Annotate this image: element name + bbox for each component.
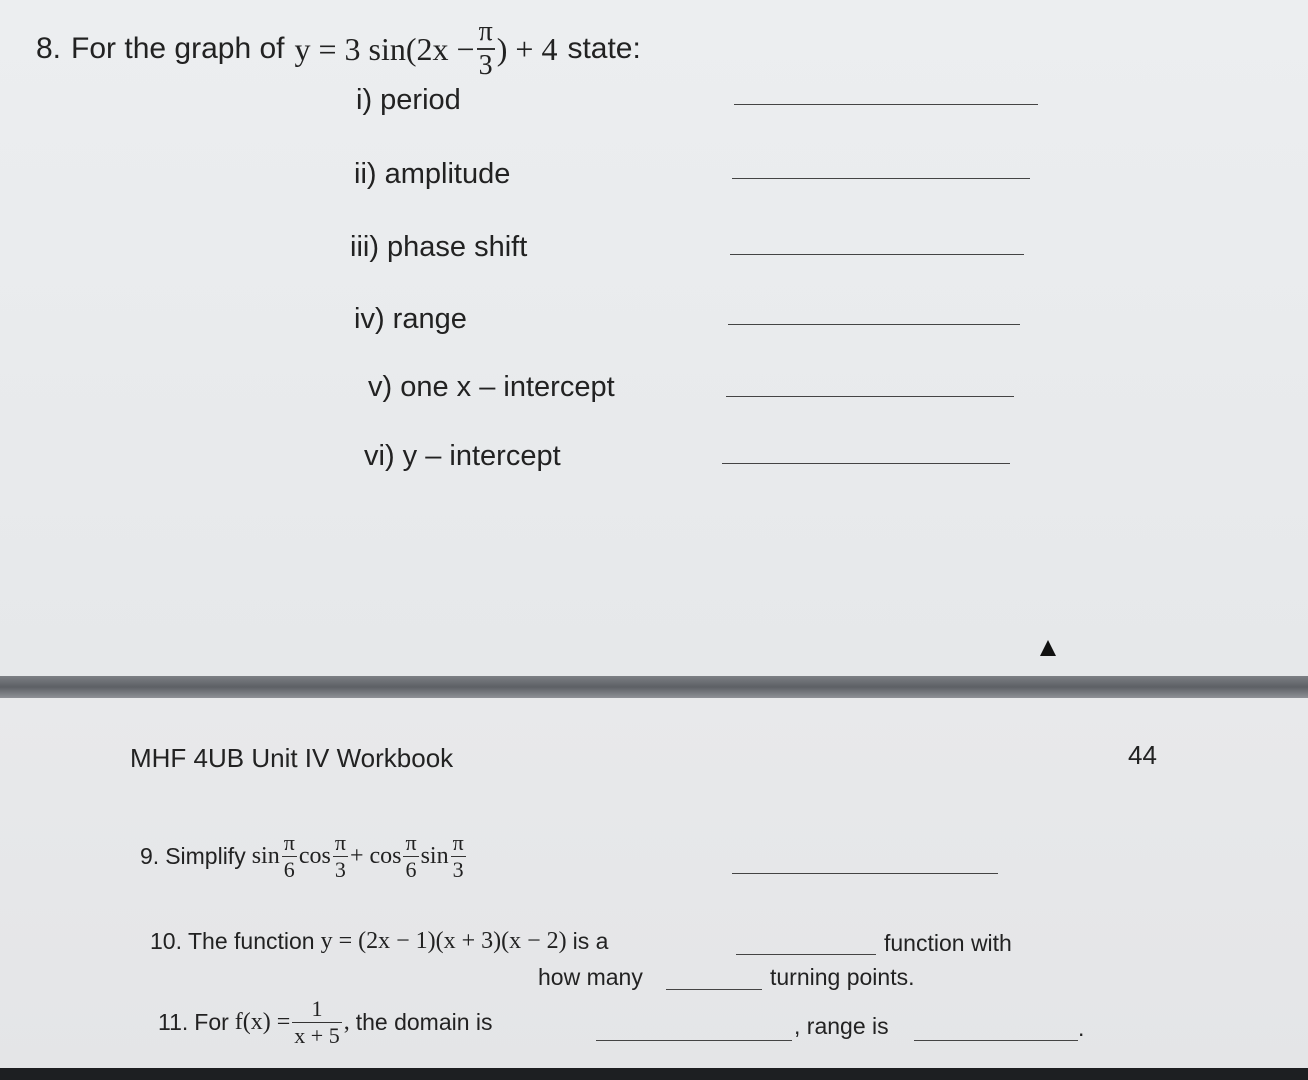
question-8-equation [295, 18, 558, 80]
fraction-denominator: 3 [334, 857, 346, 882]
question-10-after-text: function with [884, 930, 1012, 956]
page-number: 44 [1128, 740, 1157, 770]
pi-over-3-fraction-2 [451, 832, 466, 881]
comma: , [343, 1009, 350, 1035]
item-phase-shift: iii) phase shift [350, 231, 528, 263]
question-11-prefix: For [194, 1009, 229, 1035]
pi-over-6-fraction-2 [403, 832, 418, 881]
pi-over-3-fraction [333, 832, 348, 881]
fraction-denominator: 6 [405, 857, 417, 882]
one-over-x-plus-5-fraction [292, 998, 341, 1047]
page-divider [0, 676, 1308, 698]
answer-blank-q10-type[interactable] [736, 954, 876, 955]
question-9-expression [252, 832, 468, 881]
pi-over-3-fraction [477, 18, 495, 80]
question-10-equation: y = (2x − 1)(x + 3)(x − 2) [320, 928, 567, 954]
answer-blank-amplitude[interactable] [732, 178, 1030, 179]
question-10-how-many: how many [538, 964, 643, 990]
answer-blank-q11-range[interactable] [914, 1040, 1078, 1041]
question-10-after [884, 930, 1012, 957]
term-cos-2: + cos [349, 843, 402, 869]
question-11-function [235, 998, 350, 1047]
answer-blank-phase-shift[interactable] [730, 254, 1024, 255]
answer-blank-range[interactable] [728, 324, 1020, 325]
pi-over-6-fraction [282, 832, 297, 881]
question-11 [158, 998, 493, 1047]
term-sin-2: sin [420, 843, 449, 869]
question-10-line-1 [150, 928, 608, 955]
question-8-number: 8. [36, 32, 62, 65]
fraction-denominator: x + 5 [294, 1023, 340, 1048]
fraction-denominator: 6 [283, 857, 295, 882]
equation-right: ) + 4 [496, 30, 558, 67]
fraction-denominator: 3 [478, 50, 493, 81]
question-10-middle: is a [572, 928, 609, 954]
question-10-turning-points-text: turning points. [770, 964, 915, 990]
mouse-pointer-icon [1040, 640, 1056, 656]
item-range: iv) range [354, 303, 467, 335]
question-11-end [1078, 1015, 1084, 1042]
item-amplitude: ii) amplitude [354, 158, 511, 190]
item-period: i) period [356, 84, 461, 116]
question-10-number: 10. [150, 928, 182, 954]
question-11-range-text: , range is [794, 1013, 889, 1039]
fraction-numerator: π [283, 830, 295, 855]
fraction-numerator: 1 [311, 996, 323, 1021]
answer-blank-q11-domain[interactable] [596, 1040, 792, 1041]
question-9-number: 9. [140, 843, 160, 869]
answer-blank-q10-turning-points[interactable] [666, 989, 762, 990]
fraction-numerator: π [405, 830, 417, 855]
answer-blank-y-intercept[interactable] [722, 463, 1010, 464]
question-9 [140, 832, 468, 881]
item-y-intercept: vi) y – intercept [364, 440, 561, 472]
question-11-period: . [1078, 1015, 1085, 1041]
question-8-suffix: state: [567, 32, 641, 65]
fraction-numerator: π [334, 830, 346, 855]
question-10-line-2-suffix [770, 964, 914, 991]
question-11-number: 11. [158, 1009, 189, 1035]
screen-bottom-edge [0, 1068, 1308, 1080]
question-10-line-2 [538, 964, 643, 991]
question-8-prefix: For the graph of [71, 32, 285, 65]
answer-blank-q9[interactable] [732, 873, 998, 874]
question-10-prefix: The function [187, 928, 315, 954]
answer-blank-x-intercept[interactable] [726, 396, 1014, 397]
fraction-denominator: 3 [452, 857, 464, 882]
answer-blank-period[interactable] [734, 104, 1038, 105]
workbook-title: MHF 4UB Unit IV Workbook [130, 743, 454, 773]
question-11-domain-text: the domain is [355, 1009, 493, 1035]
question-8-heading [36, 18, 641, 80]
term-cos-1: cos [298, 843, 331, 869]
equation-left: y = 3 sin(2x − [294, 30, 475, 67]
item-x-intercept: v) one x – intercept [368, 371, 615, 403]
fraction-numerator: π [452, 830, 464, 855]
question-9-prefix: Simplify [165, 843, 246, 869]
term-sin-1: sin [251, 843, 280, 869]
question-11-range [794, 1013, 889, 1040]
fraction-numerator: π [478, 16, 493, 47]
function-lhs: f(x) = [234, 1009, 291, 1035]
